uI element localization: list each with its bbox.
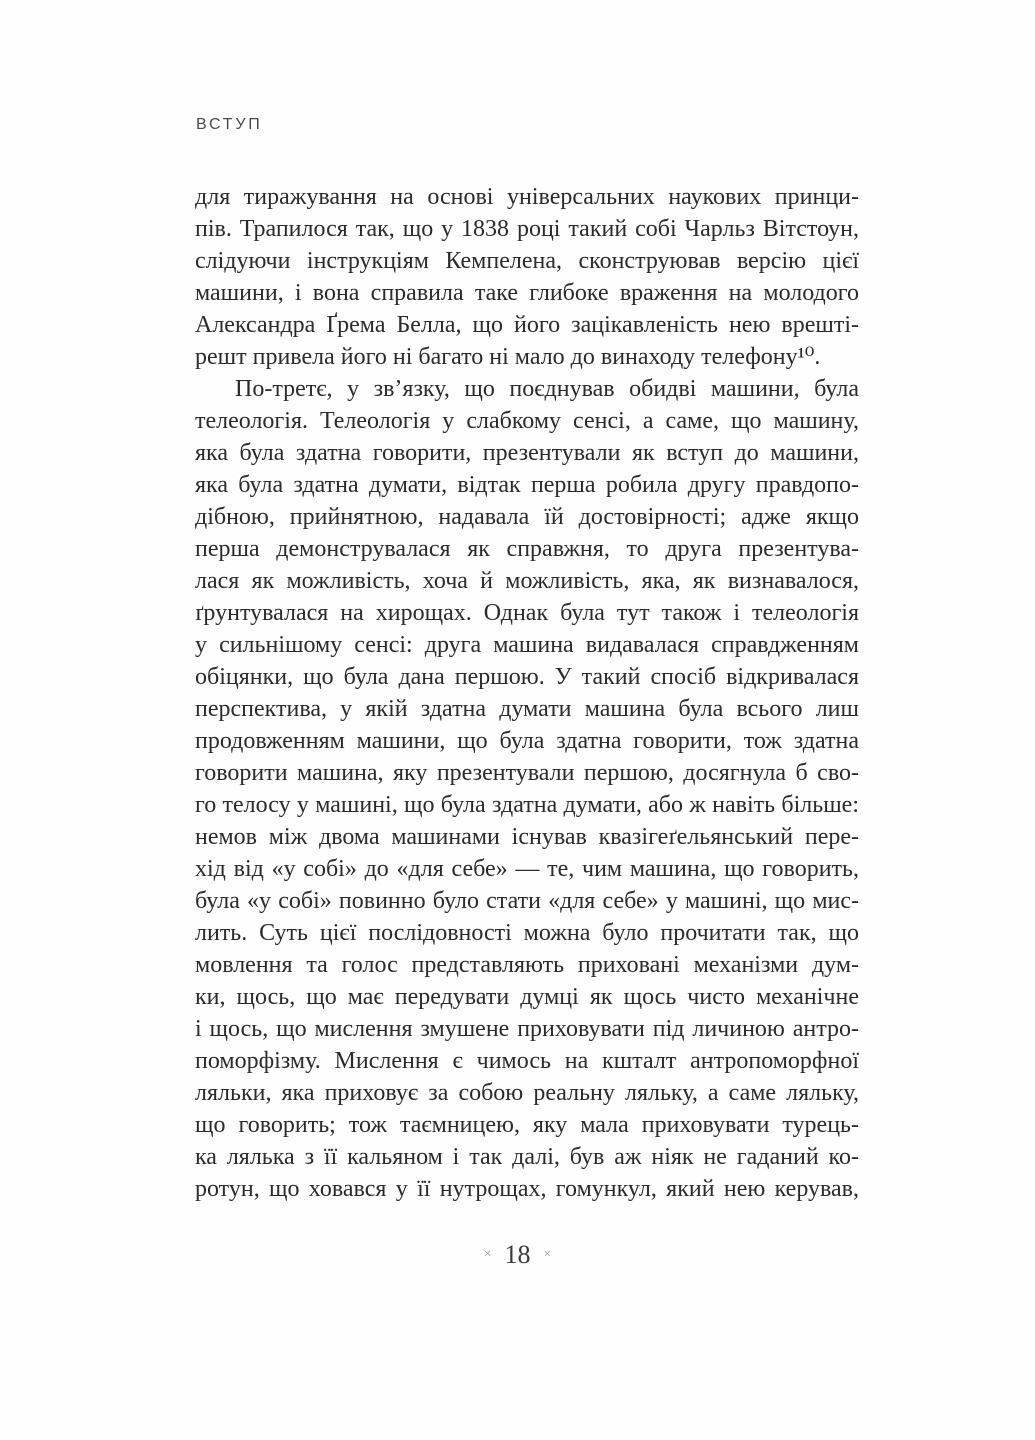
text-line: ки, щось, що має передувати думці як щось чисто механічне [195, 984, 859, 1010]
text-line: ротун, що ховався у її нутрощах, гомункул, який нею керував, [195, 1176, 859, 1202]
text-line: обіцянки, що була дана першою. У такий спосіб відкривалася [195, 664, 859, 690]
text-line: мовлення та голос представляють приховані механізми дум- [195, 952, 859, 978]
text-line: перспектива, у якій здатна думати машина була всього лиш [195, 696, 859, 722]
text-block [195, 181, 859, 1205]
text-line: була «у собі» повинно було стати «для себе» у машині, що мис- [195, 888, 859, 914]
text-line: пів. Трапилося так, що у 1838 році такий собі Чарльз Вітстоун, [195, 216, 859, 242]
text-line: у сильнішому сенсі: друга машина видавалася справдженням [195, 632, 859, 658]
text-line: говорити машина, яку презентували першою, досягнула б сво- [195, 760, 859, 786]
folio-ornament-right: × [543, 1247, 552, 1262]
text-line: лить. Суть цієї послідовності можна було прочитати так, що [195, 920, 859, 946]
text-line: немов між двома машинами існував квазігеґельянський пере- [195, 824, 859, 850]
text-line: По-третє, у зв’язку, що поєднував обидві машини, була [235, 376, 859, 402]
paragraph [195, 373, 859, 1205]
paragraph [195, 181, 859, 373]
text-line: решт привела його ні багато ні мало до винаходу телефону¹⁰. [195, 344, 821, 370]
text-line: що говорить; тож таємницею, яку мала приховувати турець- [195, 1112, 859, 1138]
page-number [0, 1240, 1035, 1270]
text-line: яка була здатна думати, відтак перша робила другу правдопо- [195, 472, 859, 498]
text-line: для тиражування на основі універсальних наукових принци- [195, 184, 859, 210]
text-line: телеологія. Телеологія у слабкому сенсі, а саме, що машину, [195, 408, 859, 434]
text-line: хід від «у собі» до «для себе» — те, чим машина, що говорить, [195, 856, 859, 882]
folio-ornament-left: × [483, 1247, 492, 1262]
folio-number: 18 [504, 1240, 531, 1269]
text-line: поморфізму. Мислення є чимось на кшталт антропоморфної [195, 1048, 859, 1074]
text-line: Александра Ґрема Белла, що його зацікавленість нею врешті- [195, 312, 859, 338]
text-line: і щось, що мислення змушене приховувати під личиною антро- [195, 1016, 859, 1042]
text-line: ляльки, яка приховує за собою реальну ляльку, а саме ляльку, [195, 1080, 859, 1106]
text-line: яка була здатна говорити, презентували як вступ до машини, [195, 440, 859, 466]
text-line: слідуючи інструкціям Кемпелена, сконструював версію цієї [195, 248, 859, 274]
text-line: дібною, прийнятною, надавала їй достовірності; адже якщо [195, 504, 859, 530]
text-line: го телосу у машині, що була здатна думати, або ж навіть більше: [195, 792, 859, 818]
text-line: ґрунтувалася на хирощах. Однак була тут також і телеологія [195, 600, 859, 626]
text-line: машини, і вона справила таке глибоке враження на молодого [195, 280, 859, 306]
running-head: ВСТУП [196, 116, 263, 133]
text-line: лася як можливість, хоча й можливість, яка, як визнавалося, [195, 568, 859, 594]
text-line: перша демонструвалася як справжня, то друга презентува- [195, 536, 859, 562]
text-line: ка лялька з її кальяном і так далі, був аж ніяк не гаданий ко- [195, 1144, 859, 1170]
text-line: продовженням машини, що була здатна говорити, тож здатна [195, 728, 859, 754]
